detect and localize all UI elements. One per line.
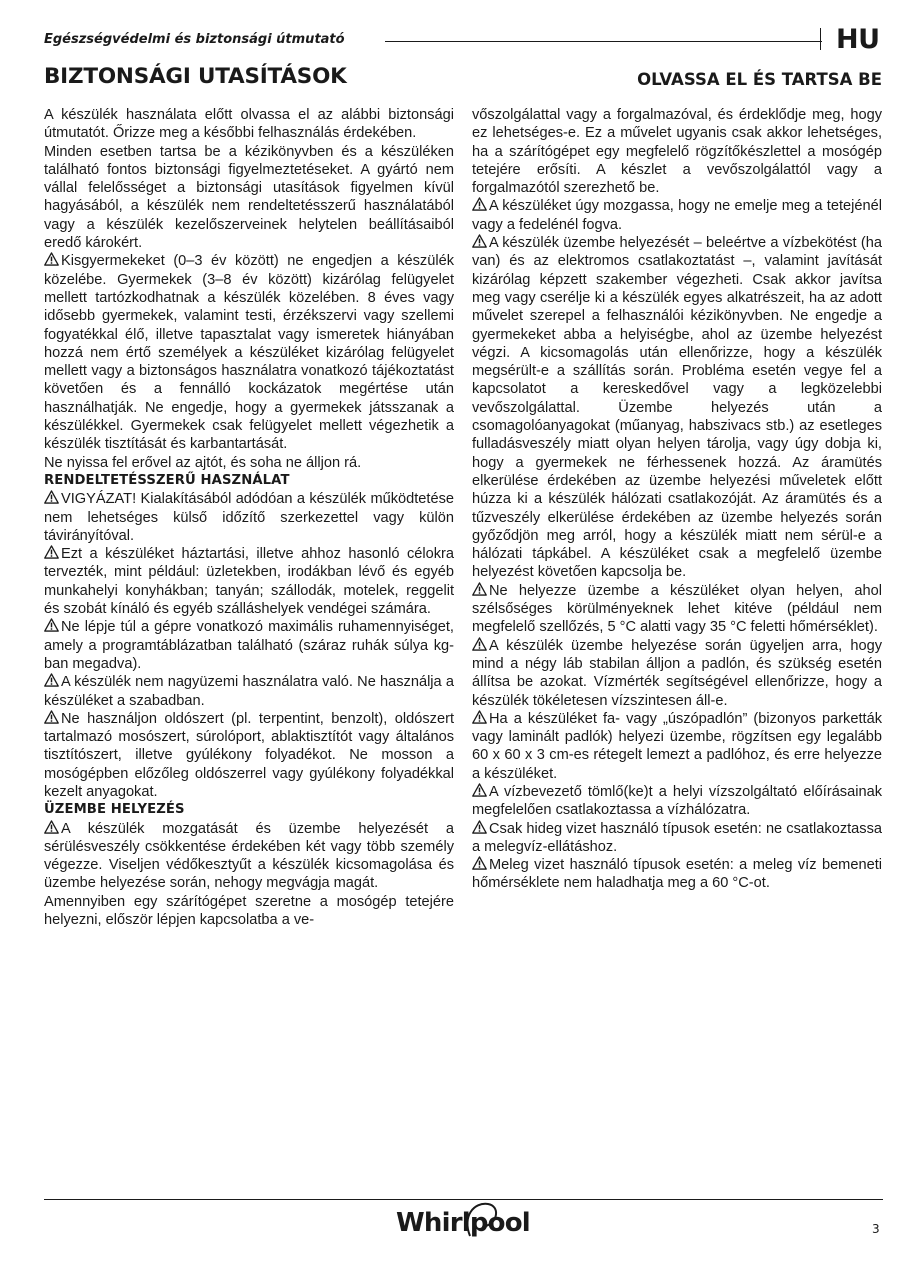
warning-triangle-icon [472, 582, 487, 596]
paragraph-text: vőszolgálattal vagy a forgalmazóval, és érdeklődje meg, hogy ez lehetséges-e. Ez a művelet ugyanis csak akkor lehetséges, ha a szárítógépet egy megfelelő rögzítőkészlettel a mosógép tetejére erősíti. A készlet a vevőszolgálattól vagy a forgalmazótól szerezhető be. [472, 107, 882, 197]
body-paragraph [472, 106, 882, 197]
paragraph-text: A vízbevezető tömlő(ke)t a helyi vízszolgáltató előírásainak megfelelően csatlakoztassa a vízhálózatra. [472, 783, 882, 819]
body-paragraph [44, 106, 454, 143]
body-paragraph [44, 893, 454, 930]
paragraph-text: A készülék nem nagyüzemi használatra való. Ne használja a készüléket a szabadban. [44, 674, 454, 709]
paragraph-text: Kisgyermekeket (0–3 év között) ne engedjen a készülék közelébe. Gyermekek (3–8 év között) kizárólag felügyelet mellett tartózkodhatnak a készülék közelében. 8 éves vagy idősebb gyermekek, valamint testi, érzékszervi vagy szellemi fogyatékkal élő, illetve tapasztalat vagy ismeretek hiányában hozzá nem értő személyek a készüléket kizárólag felügyelet mellett vagy a biztonságos használatra vonatkozó tájékoztatást követően és a fennálló kockázatok megértése után használhatják. Ne engedje, hogy a gyermekek játsszanak a készülékkel. Gyermekek csak felügyelet mellett végezhetik a készülék tisztítását és karbantartását. [44, 253, 454, 453]
page-title: BIZTONSÁGI UTASÍTÁSOK [44, 64, 347, 89]
page-tagline: OLVASSA EL ÉS TARTSA BE [637, 70, 882, 89]
warning-paragraph [44, 618, 454, 673]
warning-triangle-icon [472, 710, 487, 724]
paragraph-text: Ne nyissa fel erővel az ajtót, és soha ne álljon rá. [44, 454, 362, 471]
warning-triangle-icon [44, 618, 59, 632]
paragraph-text: A készülék üzembe helyezése során ügyeljen arra, hogy mind a négy láb stabilan álljon a padlón, és szükség esetén állítsa be azokat. Vízmérték segítségével ellenőrizze, hogy a készülék tökéletesen vízszintesen áll-e. [472, 637, 882, 709]
warning-triangle-icon [472, 820, 487, 834]
header-rule [385, 41, 822, 42]
warning-paragraph [472, 637, 882, 710]
warning-triangle-icon [44, 710, 59, 724]
paragraph-text: Ezt a készüléket háztartási, illetve ahhoz hasonló célokra tervezték, mint például: üzletekben, irodákban lévő és egyéb munkahelyi konyhákban; tanyán; szállodák, motelek, reggelit és szobát kínáló és egyéb szálláshelyek vendégei számára. [44, 546, 454, 618]
warning-triangle-icon [44, 252, 59, 266]
page-number: 3 [872, 1222, 880, 1236]
paragraph-text: A készüléket úgy mozgassa, hogy ne emelje meg a tetejénél vagy a fedelénél fogva. [472, 198, 882, 233]
paragraph-text: VIGYÁZAT! Kialakításából adódóan a készülék működtetése nem lehetséges külső időzítő szerkezettel vagy külön távirányítóval. [44, 491, 454, 544]
body-paragraph [44, 454, 454, 472]
warning-paragraph [44, 673, 454, 710]
left-column [44, 106, 454, 929]
warning-triangle-icon [472, 783, 487, 797]
warning-paragraph [472, 783, 882, 820]
warning-triangle-icon [44, 545, 59, 559]
warning-paragraph [44, 710, 454, 801]
paragraph-text: Minden esetben tartsa be a kézikönyvben és a készüléken található fontos biztonsági figyelmeztetéseket. A gyártó nem vállal felelősséget a biztonsági utasítások figyelmen kívül hagyásából, a készülék nem rendeltetésszerű használatából vagy a készülék kezelőszerveinek helytelen beállításaiból eredő károkért. [44, 143, 454, 252]
warning-triangle-icon [472, 234, 487, 248]
section-heading-text: ÜZEMBE HELYEZÉS [44, 802, 185, 818]
section-heading-text: RENDELTETÉSSZERŰ HASZNÁLAT [44, 472, 290, 488]
paragraph-text: Ne helyezze üzembe a készüléket olyan helyen, ahol szélsőséges körülményeknek lehet kitéve (például nem megfelelő szellőzés, 5 °C alatti vagy 35 °C feletti hőmérséklet). [472, 582, 882, 636]
paragraph-text: Ne használjon oldószert (pl. terpentint, benzolt), oldószert tartalmazó mosószert, súrolóport, ablaktisztítót vagy általános tisztítószert, illetve gyúlékony folyadékot. Ne mosson a mosógépben előzőleg oldószerrel vagy gyúlékony folyadékkal kezelt anyagokat. [44, 710, 454, 800]
paragraph-text: A készülék használata előtt olvassa el az alábbi biztonsági útmutatót. Őrizze meg a későbbi felhasználás érdekében. [44, 107, 454, 142]
warning-paragraph [472, 197, 882, 234]
paragraph-text: Csak hideg vizet használó típusok esetén: ne csatlakoztassa a melegvíz-ellátáshoz. [472, 820, 882, 855]
paragraph-text: A készülék üzembe helyezését – beleértve a vízbekötést (ha van) és az elektromos csatlakoztatást –, valamint javítását kizárólag képzett szakember végezheti. Csak akkor javítsa meg vagy cserélje ki a készülék egyes alkatrészeit, ha az adott művelet szerepel a felhasználói kézikönyvben. Ne engedje a gyermekeket abba a helyiségbe, ahol az üzembe helyezést végzi. A kicsomagolás után ellenőrizze, hogy a készülék megsérült-e a szállítás során. Probléma esetén vegye fel a kapcsolatot a kereskedővel vagy a legközelebbi vevőszolgálattal. Üzembe helyezés után a csomagolóanyagokat (műanyag, habszivacs stb.) az esetleges fulladásveszély miatt olyan helyen tárolja, vagy úgy dobja ki, hogy a gyermekek ne férhessenek hozzá. Az áramütés elkerülése érdekében az üzembe helyezési műveletek előtt húzza ki a készülék hálózati csatlakozóját. Az áramütés és a tűzveszély elkerülése érdekében az üzembe helyezés során győződjön meg arról, hogy a készülék miatt nem sérül-e a hálózati tápkábel. A készüléket csak a megfelelő üzembe helyezést követően kapcsolja be. [472, 235, 882, 581]
section-heading [44, 472, 454, 490]
warning-triangle-icon [44, 820, 59, 834]
warning-paragraph [472, 820, 882, 857]
document-subtitle: Egészségvédelmi és biztonsági útmutató [44, 32, 345, 47]
paragraph-text: Amennyiben egy szárítógépet szeretne a mosógép tetejére helyezni, először lépjen kapcsolatba a ve- [44, 893, 454, 929]
warning-paragraph [472, 710, 882, 783]
paragraph-text: Ha a készüléket fa- vagy „úszópadlón” (bizonyos parketták vagy laminált padlók) helyezi üzembe, rögzítsen egy legalább 60 x 60 x 3 cm-es rétegelt lemezt a padlóhoz, és erre helyezze a készüléket. [472, 710, 882, 782]
whirlpool-logo [382, 1196, 542, 1246]
section-heading [44, 801, 454, 819]
warning-paragraph [472, 234, 882, 582]
warning-triangle-icon [472, 197, 487, 211]
warning-paragraph [44, 545, 454, 618]
warning-paragraph [44, 820, 454, 893]
warning-triangle-icon [44, 673, 59, 687]
brand-wordmark: Whirlpool [396, 1208, 530, 1238]
paragraph-text: Meleg vizet használó típusok esetén: a meleg víz bemeneti hőmérséklete nem haladhatja meg a 60 °C-ot. [472, 857, 882, 892]
warning-triangle-icon [472, 637, 487, 651]
warning-triangle-icon [472, 856, 487, 870]
paragraph-text: A készülék mozgatását és üzembe helyezését a sérülésveszély csökkentése érdekében két vagy több személy végezze. Viseljen védőkesztyűt a készülék kicsomagolása és üzembe helyezése során, nehogy megvágja magát. [44, 820, 454, 892]
warning-paragraph [44, 490, 454, 545]
warning-paragraph [472, 582, 882, 637]
paragraph-text: Ne lépje túl a gépre vonatkozó maximális ruhamennyiséget, amely a programtáblázatban található (száraz ruhák súlya kg-ban megadva). [44, 619, 454, 672]
warning-triangle-icon [44, 490, 59, 504]
warning-paragraph [472, 856, 882, 893]
right-column [472, 106, 882, 893]
language-code: HU [836, 24, 880, 55]
body-paragraph [44, 143, 454, 253]
header-rule-tick [820, 28, 821, 50]
warning-paragraph [44, 252, 454, 453]
